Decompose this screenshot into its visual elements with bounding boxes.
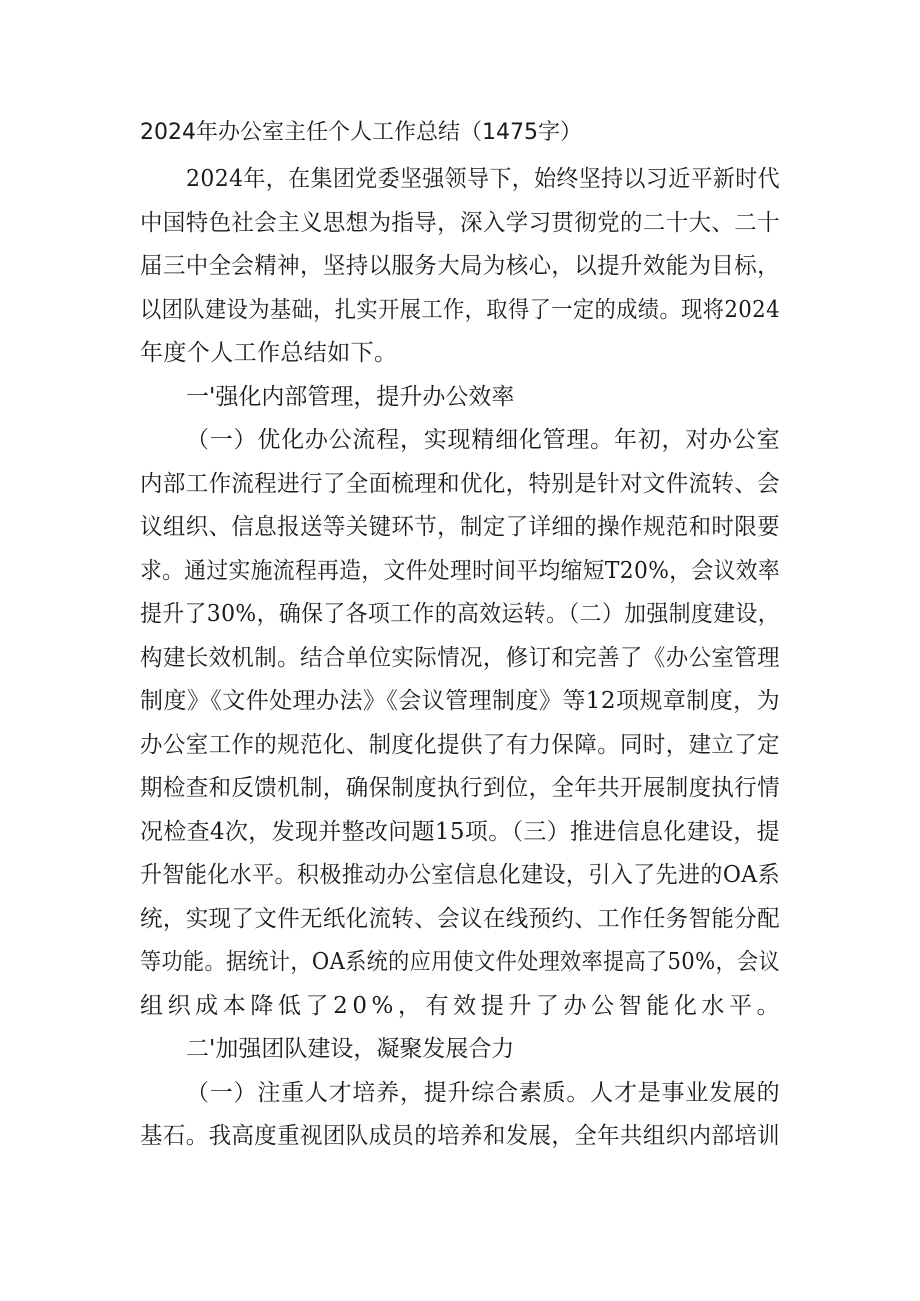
- section-1-line: 统，实现了文件无纸化流转、会议在线预约、工作任务智能分配: [140, 906, 780, 932]
- section-1-line: 况检查4次，发现并整改问题15项。（三）推进信息化建设，提: [140, 819, 780, 845]
- section-1-line: 求。通过实施流程再造，文件处理时间平均缩短T20%，会议效率: [140, 558, 780, 584]
- section-1-line: （一）优化办公流程，实现精细化管理。年初，对办公室: [186, 427, 781, 453]
- section-2-line: （一）注重人才培养，提升综合素质。人才是事业发展的: [186, 1080, 781, 1106]
- section-2-heading: 二'加强团队建设，凝聚发展合力: [186, 1036, 515, 1062]
- intro-line: 以团队建设为基础，扎实开展工作，取得了一定的成绩。现将2024: [140, 297, 780, 323]
- section-2-line: 基石。我高度重视团队成员的培养和发展，全年共组织内部培训: [140, 1123, 780, 1149]
- section-1-line: 制度》《文件处理办法》《会议管理制度》等12项规章制度，为: [140, 688, 781, 714]
- section-1-line: 等功能。据统计，OA系统的应用使文件处理效率提高了50%，会议: [140, 949, 780, 975]
- intro-line: 届三中全会精神，坚持以服务大局为核心，以提升效能为目标，: [140, 253, 780, 279]
- intro-line: 中国特色社会主义思想为指导，深入学习贯彻党的二十大、二十: [140, 210, 780, 236]
- intro-line: 年度个人工作总结如下。: [140, 340, 398, 366]
- section-1-line: 构建长效机制。结合单位实际情况，修订和完善了《办公室管理: [140, 645, 780, 671]
- section-1-line: 办公室工作的规范化、制度化提供了有力保障。同时，建立了定: [140, 732, 780, 758]
- document-title: 2024年办公室主任个人工作总结（1475字）: [140, 120, 582, 145]
- section-1-line: 提升了30%，确保了各项工作的高效运转。（二）加强制度建设，: [140, 601, 780, 627]
- section-1-line: 期检查和反馈机制，确保制度执行到位，全年共开展制度执行情: [140, 775, 780, 801]
- section-1-line: 组织成本降低了20%，有效提升了办公智能化水平。: [140, 993, 785, 1019]
- section-1-line: 升智能化水平。积极推动办公室信息化建设，引入了先进的OA系: [140, 862, 780, 888]
- section-1-line: 议组织、信息报送等关键环节，制定了详细的操作规范和时限要: [140, 514, 780, 540]
- section-1-heading: 一'强化内部管理，提升办公效率: [186, 384, 515, 410]
- intro-line: 2024年，在集团党委坚强领导下，始终坚持以习近平新时代: [186, 166, 780, 192]
- section-1-line: 内部工作流程进行了全面梳理和优化，特别是针对文件流转、会: [140, 471, 780, 497]
